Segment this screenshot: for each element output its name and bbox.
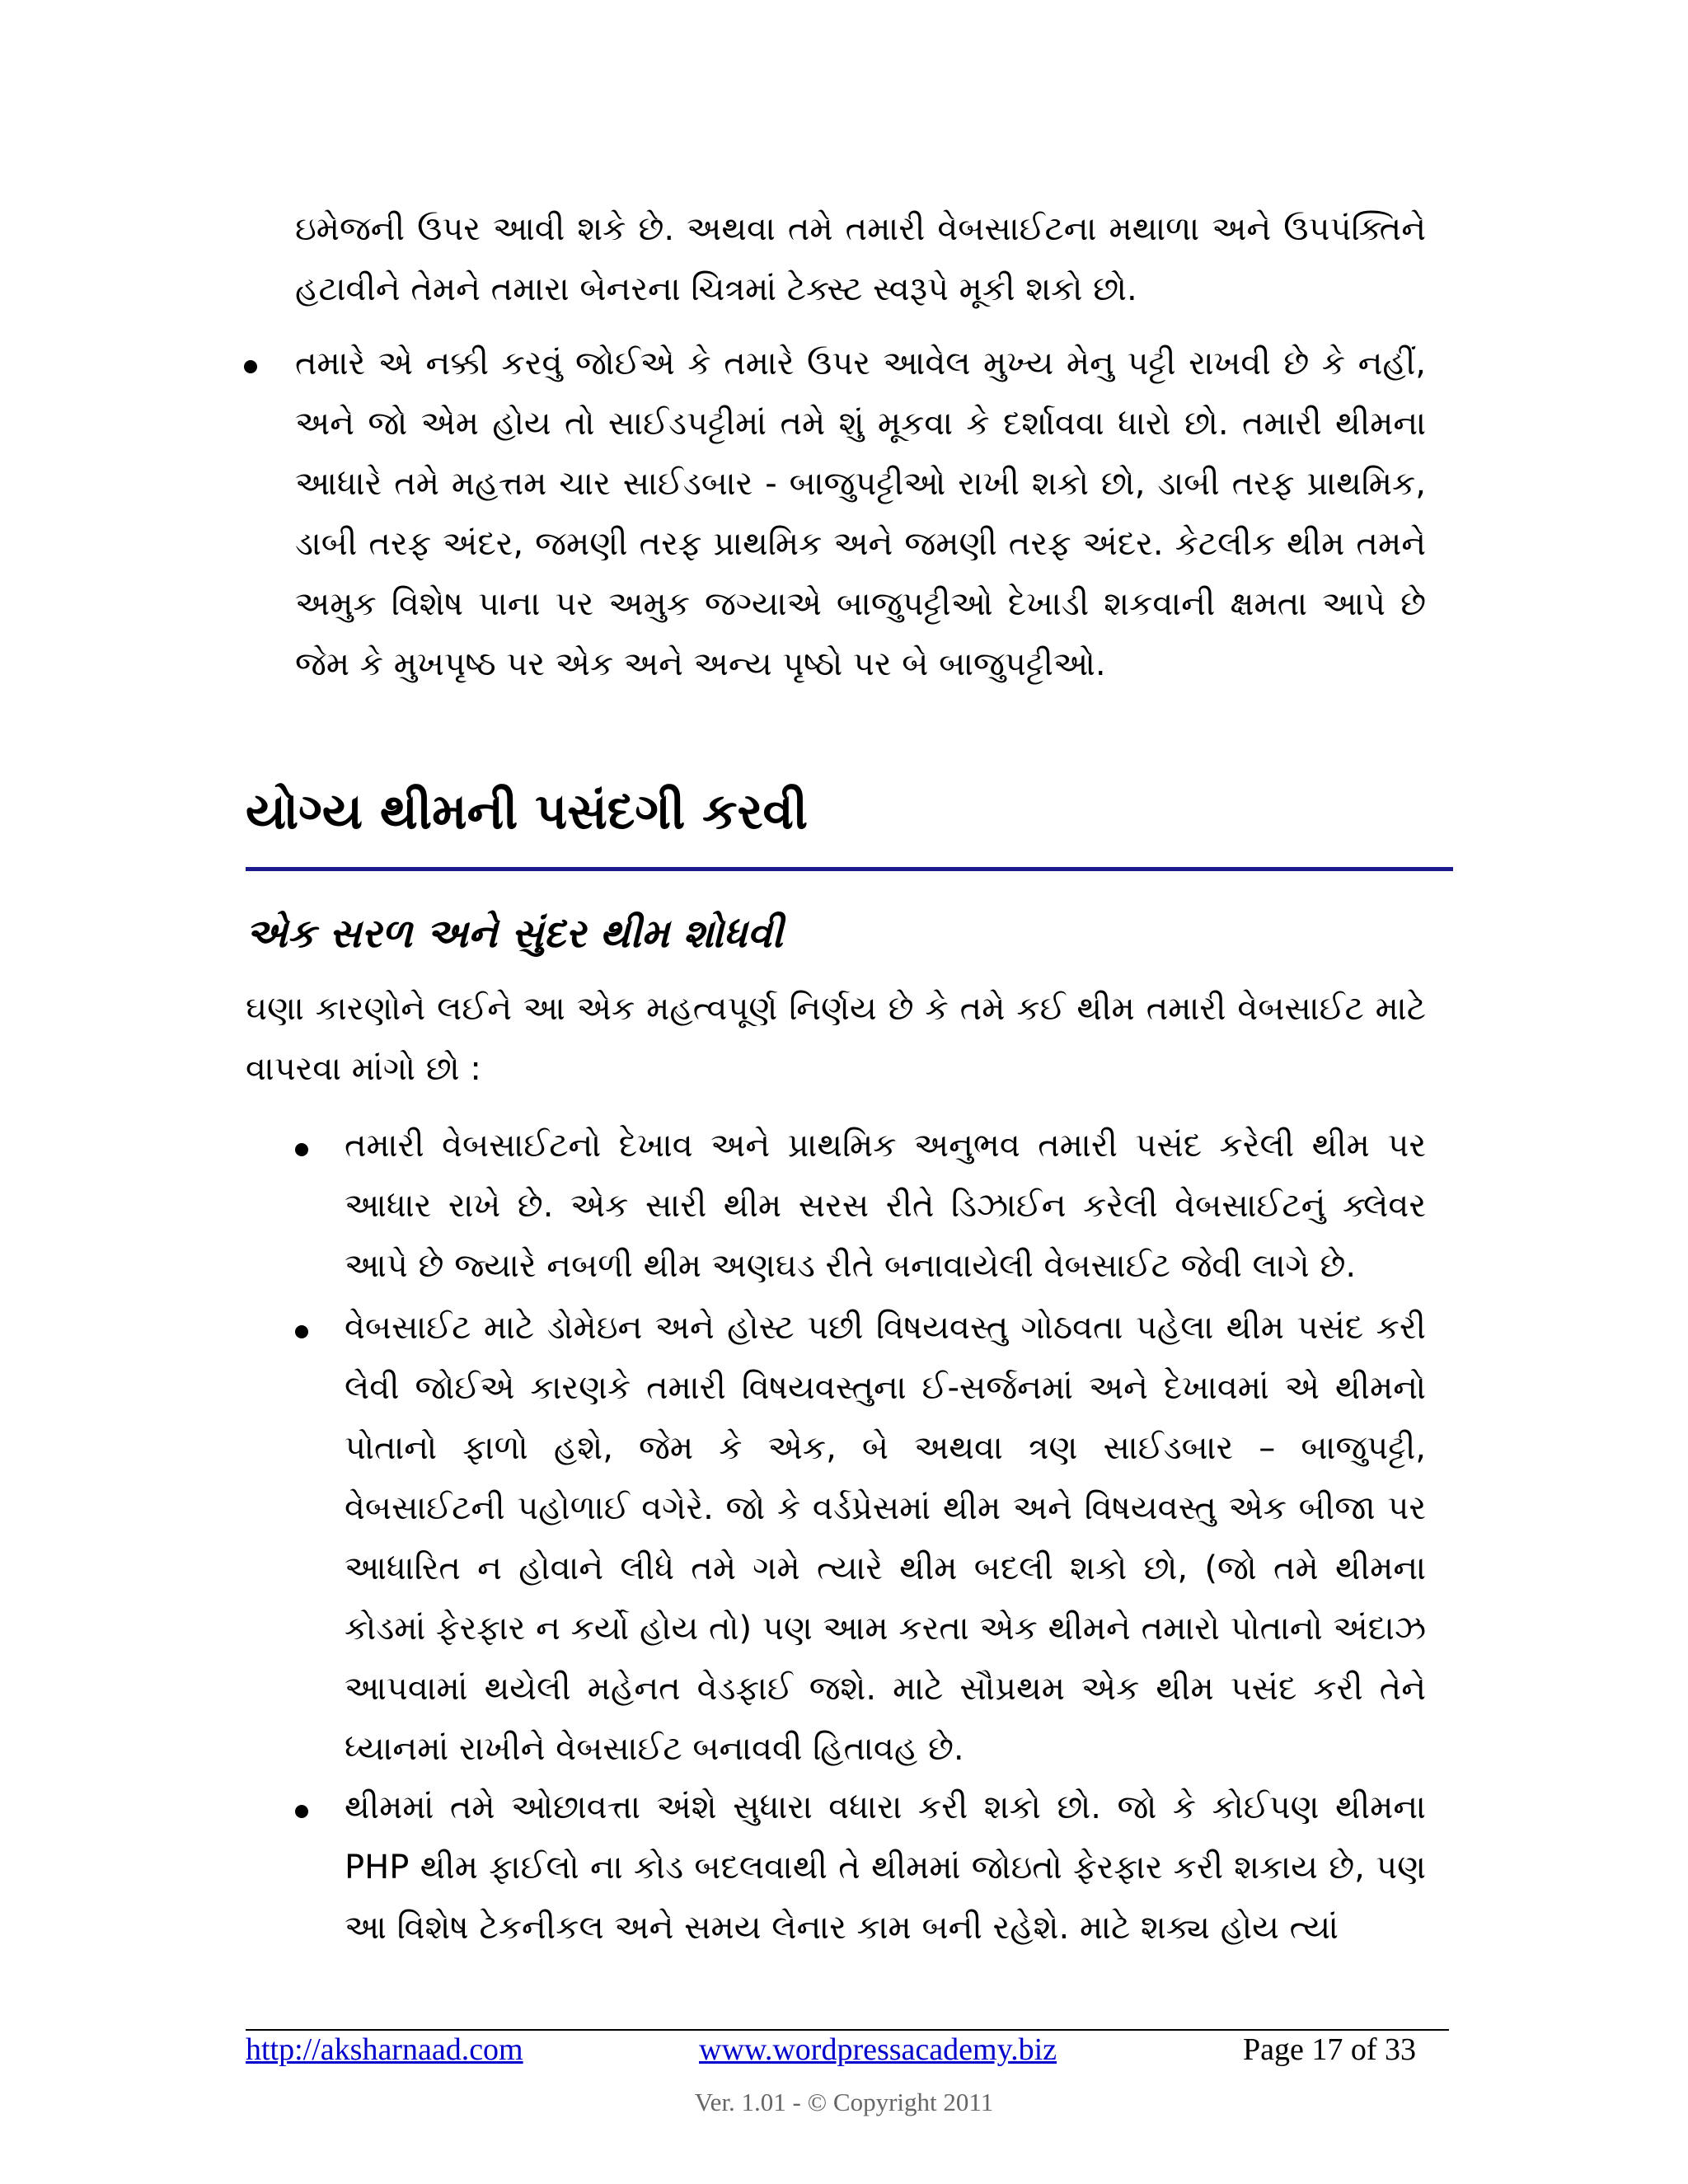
list-item: થીમમાં તમે ઓછાવત્તા અંશે સુધારા વધારા કરી શકો છો. જો કે કોઈપણ થીમના PHP થીમ ફાઈલો ના કોડ બદલવાથી તે થીમમાં જોઇતો ફેરફાર કરી શકાય છે, પણ આ વિશેષ ટેકનીકલ અને સમય લેનાર કામ બની રહેશે. માટે શક્ય હોય ત્યાં <box>345 1788 1426 1947</box>
intro-continuation-paragraph: ઇમેજની ઉપર આવી શકે છે. અથવા તમે તમારી વેબસાઈટના મથાળા અને ઉપપંક્તિને હટાવીને તેમને તમારા બેનરના ચિત્રમાં ટેક્સ્ટ સ્વરૂપે મૂકી શકો છો. <box>295 210 1426 308</box>
list-item: વેબસાઈટ માટે ડોમેઇન અને હોસ્ટ પછી વિષયવસ્તુ ગોઠવતા પહેલા થીમ પસંદ કરી લેવી જોઈએ કારણકે તમારી વિષયવસ્તુના ઈ-સર્જનમાં અને દેખાવમાં એ થીમનો પોતાનો ફાળો હશે, જેમ કે એક, બે અથવા ત્રણ સાઈડબાર – બાજુપટ્ટી, વેબસાઈટની પહોળાઈ વગેરે. જો કે વર્ડપ્રેસમાં થીમ અને વિષયવસ્તુ એક બીજા પર આધારિત ન હોવાને લીધે તમે ગમે ત્યારે થીમ બદલી શકો છો, (જો તમે થીમના કોડમાં ફેરફાર ન કર્યો હોય તો) પણ આમ કરતા એક થીમને તમારો પોતાનો અંદાઝ આપવામાં થયેલી મહેનત વેડફાઈ જશે. માટે સૌપ્રથમ એક થીમ પસંદ કરી તેને ધ્યાનમાં રાખીને વેબસાઈટ બનાવવી હિતાવહ છે. <box>345 1309 1426 1768</box>
section-intro-paragraph: ઘણા કારણોને લઈને આ એક મહત્વપૂર્ણ નિર્ણય છે કે તમે કઈ થીમ તમારી વેબસાઈટ માટે વાપરવા માંગો છો : <box>246 990 1426 1088</box>
page-number: Page 17 of 33 <box>1243 2032 1417 2067</box>
footer-link-wordpressacademy[interactable]: www.wordpressacademy.biz <box>699 2032 1057 2067</box>
section-heading: યોગ્ય થીમની પસંદગી કરવી <box>246 783 809 841</box>
list-item: તમારી વેબસાઈટનો દેખાવ અને પ્રાથમિક અનુભવ તમારી પસંદ કરેલી થીમ પર આધાર રાખે છે. એક સારી થીમ સરસ રીતે ડિઝાઈન કરેલી વેબસાઈટનું ક્લેવર આપે છે જ્યારે નબળી થીમ અણઘડ રીતે બનાવાયેલી વેબસાઈટ જેવી લાગે છે. <box>345 1127 1426 1285</box>
bullet-marker <box>295 1143 308 1156</box>
bullet-marker <box>295 1325 308 1338</box>
bullet-marker <box>244 360 257 373</box>
subsection-heading: એક સરળ અને સુંદર થીમ શોધવી <box>246 911 784 957</box>
bullet-menu-paragraph: તમારે એ નક્કી કરવું જોઈએ કે તમારે ઉપર આવેલ મુખ્ય મેનુ પટ્ટી રાખવી છે કે નહીં, અને જો એમ હોય તો સાઈડપટ્ટીમાં તમે શું મૂકવા કે દર્શાવવા ધારો છો. તમારી થીમના આધારે તમે મહત્તમ ચાર સાઈડબાર - બાજુપટ્ટીઓ રાખી શકો છો, ડાબી તરફ પ્રાથમિક, ડાબી તરફ અંદર, જમણી તરફ પ્રાથમિક અને જમણી તરફ અંદર. કેટલીક થીમ તમને અમુક વિશેષ પાના પર અમુક જગ્યાએ બાજુપટ્ટીઓ દેખાડી શકવાની ક્ષમતા આપે છે જેમ કે મુખપૃષ્ઠ પર એક અને અન્ય પૃષ્ઠો પર બે બાજુપટ્ટીઓ. <box>295 344 1426 683</box>
footer-link-aksharnaad[interactable]: http://aksharnaad.com <box>246 2032 523 2067</box>
heading-underline <box>246 867 1453 871</box>
footer-divider <box>246 2029 1449 2031</box>
bullet-marker <box>295 1805 308 1818</box>
copyright-notice: Ver. 1.01 - © Copyright 2011 <box>694 2088 994 2116</box>
